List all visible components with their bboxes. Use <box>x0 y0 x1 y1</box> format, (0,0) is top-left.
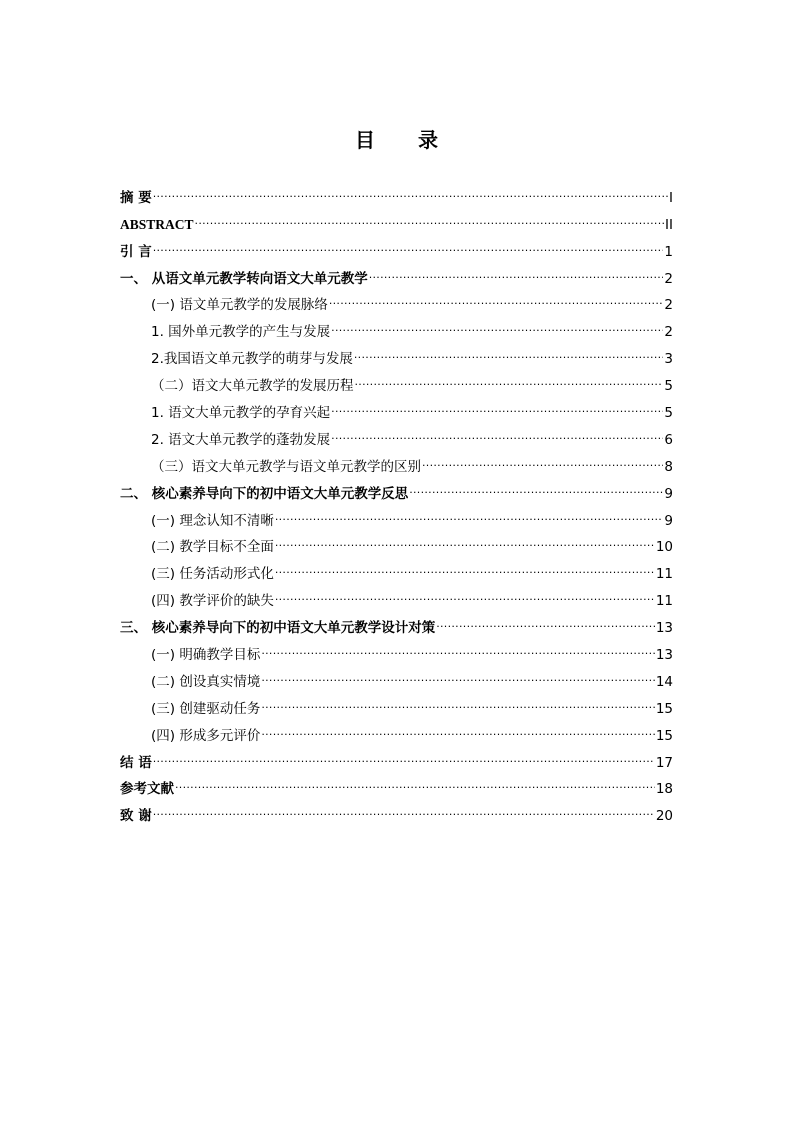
toc-entry-introduction[interactable] <box>120 235 673 262</box>
toc-page-number: 5 <box>664 405 673 422</box>
toc-entry-subsection[interactable] <box>120 396 673 423</box>
toc-page-number: 20 <box>655 808 673 825</box>
toc-entry-label: 二、 核心素养导向下的初中语文大单元教学反思 <box>120 485 409 502</box>
dot-leader <box>355 372 664 392</box>
dot-leader <box>153 238 664 258</box>
dot-leader <box>369 265 664 285</box>
toc-entry-subsection[interactable] <box>120 423 673 450</box>
dot-leader <box>261 695 654 715</box>
toc-entry-label: 1. 国外单元教学的产生与发展 <box>151 324 331 341</box>
toc-entry-label: (三) 创建驱动任务 <box>151 700 261 717</box>
dot-leader <box>275 533 655 553</box>
toc-entry-section[interactable] <box>120 450 673 477</box>
toc-entry-acknowledgements[interactable] <box>120 799 673 826</box>
toc-page-number: 13 <box>655 647 673 664</box>
toc-entry-section[interactable] <box>120 638 673 665</box>
toc-entry-section[interactable] <box>120 692 673 719</box>
toc-entry-label: (三) 任务活动形式化 <box>151 566 274 583</box>
toc-entry-subsection[interactable] <box>120 315 673 342</box>
toc-page-number: 15 <box>655 700 673 717</box>
dot-leader <box>275 560 655 580</box>
dot-leader <box>195 211 665 231</box>
dot-leader <box>329 291 664 311</box>
toc-entry-label: 摘 要 <box>120 189 152 206</box>
dot-leader <box>331 399 663 419</box>
toc-entry-subsection[interactable] <box>120 342 673 369</box>
toc-entry-abstract-cn[interactable] <box>120 181 673 208</box>
dot-leader <box>275 507 664 527</box>
dot-leader <box>331 426 663 446</box>
toc-page-number: I <box>669 189 673 206</box>
dot-leader <box>261 641 654 661</box>
toc-entry-label: （二）语文大单元教学的发展历程 <box>151 378 354 395</box>
toc-entry-abstract-en[interactable] <box>120 208 673 235</box>
dot-leader <box>422 453 663 473</box>
toc-page-number: 10 <box>655 539 673 556</box>
dot-leader <box>409 480 663 500</box>
toc-page-number: 13 <box>655 620 673 637</box>
toc-entry-label: (四) 教学评价的缺失 <box>151 593 274 610</box>
toc-page-number: 9 <box>664 512 673 529</box>
toc-page-number: II <box>665 216 673 233</box>
toc-page-number: 11 <box>655 593 673 610</box>
toc-entry-references[interactable] <box>120 773 673 800</box>
dot-leader <box>153 184 668 204</box>
table-of-contents <box>120 181 673 826</box>
toc-entry-chapter-2[interactable] <box>120 477 673 504</box>
toc-entry-label: (一) 理念认知不清晰 <box>151 512 274 529</box>
toc-entry-chapter-3[interactable] <box>120 611 673 638</box>
toc-entry-label: 三、 核心素养导向下的初中语文大单元教学设计对策 <box>120 620 436 637</box>
dot-leader <box>153 749 655 769</box>
toc-page-number: 18 <box>655 781 673 798</box>
toc-entry-section[interactable] <box>120 719 673 746</box>
toc-entry-label: (一) 语文单元教学的发展脉络 <box>151 297 328 314</box>
toc-entry-label: （三）语文大单元教学与语文单元教学的区别 <box>151 458 421 475</box>
toc-title: 目 录 <box>355 128 456 152</box>
toc-entry-label: ABSTRACT <box>120 216 194 232</box>
toc-entry-label: 1. 语文大单元教学的孕育兴起 <box>151 405 331 422</box>
dot-leader <box>175 775 655 795</box>
toc-page-number: 8 <box>664 458 673 475</box>
toc-entry-section[interactable] <box>120 289 673 316</box>
toc-entry-label: 引 言 <box>120 243 152 260</box>
toc-entry-section[interactable] <box>120 531 673 558</box>
dot-leader <box>354 345 664 365</box>
toc-entry-label: 一、 从语文单元教学转向语文大单元教学 <box>120 270 368 287</box>
toc-page-number: 14 <box>655 673 673 690</box>
toc-entry-chapter-1[interactable] <box>120 262 673 289</box>
toc-entry-section[interactable] <box>120 665 673 692</box>
toc-entry-label: (一) 明确教学目标 <box>151 647 261 664</box>
toc-page-number: 5 <box>664 378 673 395</box>
toc-page-number: 2 <box>664 270 673 287</box>
toc-page-number: 15 <box>655 727 673 744</box>
dot-leader <box>153 802 655 822</box>
toc-page-number: 2 <box>664 297 673 314</box>
dot-leader <box>261 668 654 688</box>
dot-leader <box>261 722 654 742</box>
toc-page-number: 2 <box>664 324 673 341</box>
toc-entry-label: (二) 教学目标不全面 <box>151 539 274 556</box>
dot-leader <box>436 614 655 634</box>
toc-page-number: 1 <box>664 243 673 260</box>
toc-entry-section[interactable] <box>120 369 673 396</box>
toc-page-number: 9 <box>664 485 673 502</box>
toc-entry-label: 2.我国语文单元教学的萌芽与发展 <box>151 351 353 368</box>
toc-entry-label: 结 语 <box>120 754 152 771</box>
toc-entry-label: (二) 创设真实情境 <box>151 673 261 690</box>
toc-entry-section[interactable] <box>120 504 673 531</box>
toc-entry-label: (四) 形成多元评价 <box>151 727 261 744</box>
toc-entry-conclusion[interactable] <box>120 746 673 773</box>
toc-page-number: 3 <box>664 351 673 368</box>
toc-entry-section[interactable] <box>120 584 673 611</box>
toc-page-number: 11 <box>655 566 673 583</box>
dot-leader <box>275 587 655 607</box>
toc-entry-label: 参考文献 <box>120 781 174 798</box>
dot-leader <box>331 318 663 338</box>
toc-entry-label: 2. 语文大单元教学的蓬勃发展 <box>151 431 331 448</box>
toc-entry-section[interactable] <box>120 557 673 584</box>
toc-page-number: 17 <box>655 754 673 771</box>
toc-entry-label: 致 谢 <box>120 808 152 825</box>
toc-page-number: 6 <box>664 431 673 448</box>
